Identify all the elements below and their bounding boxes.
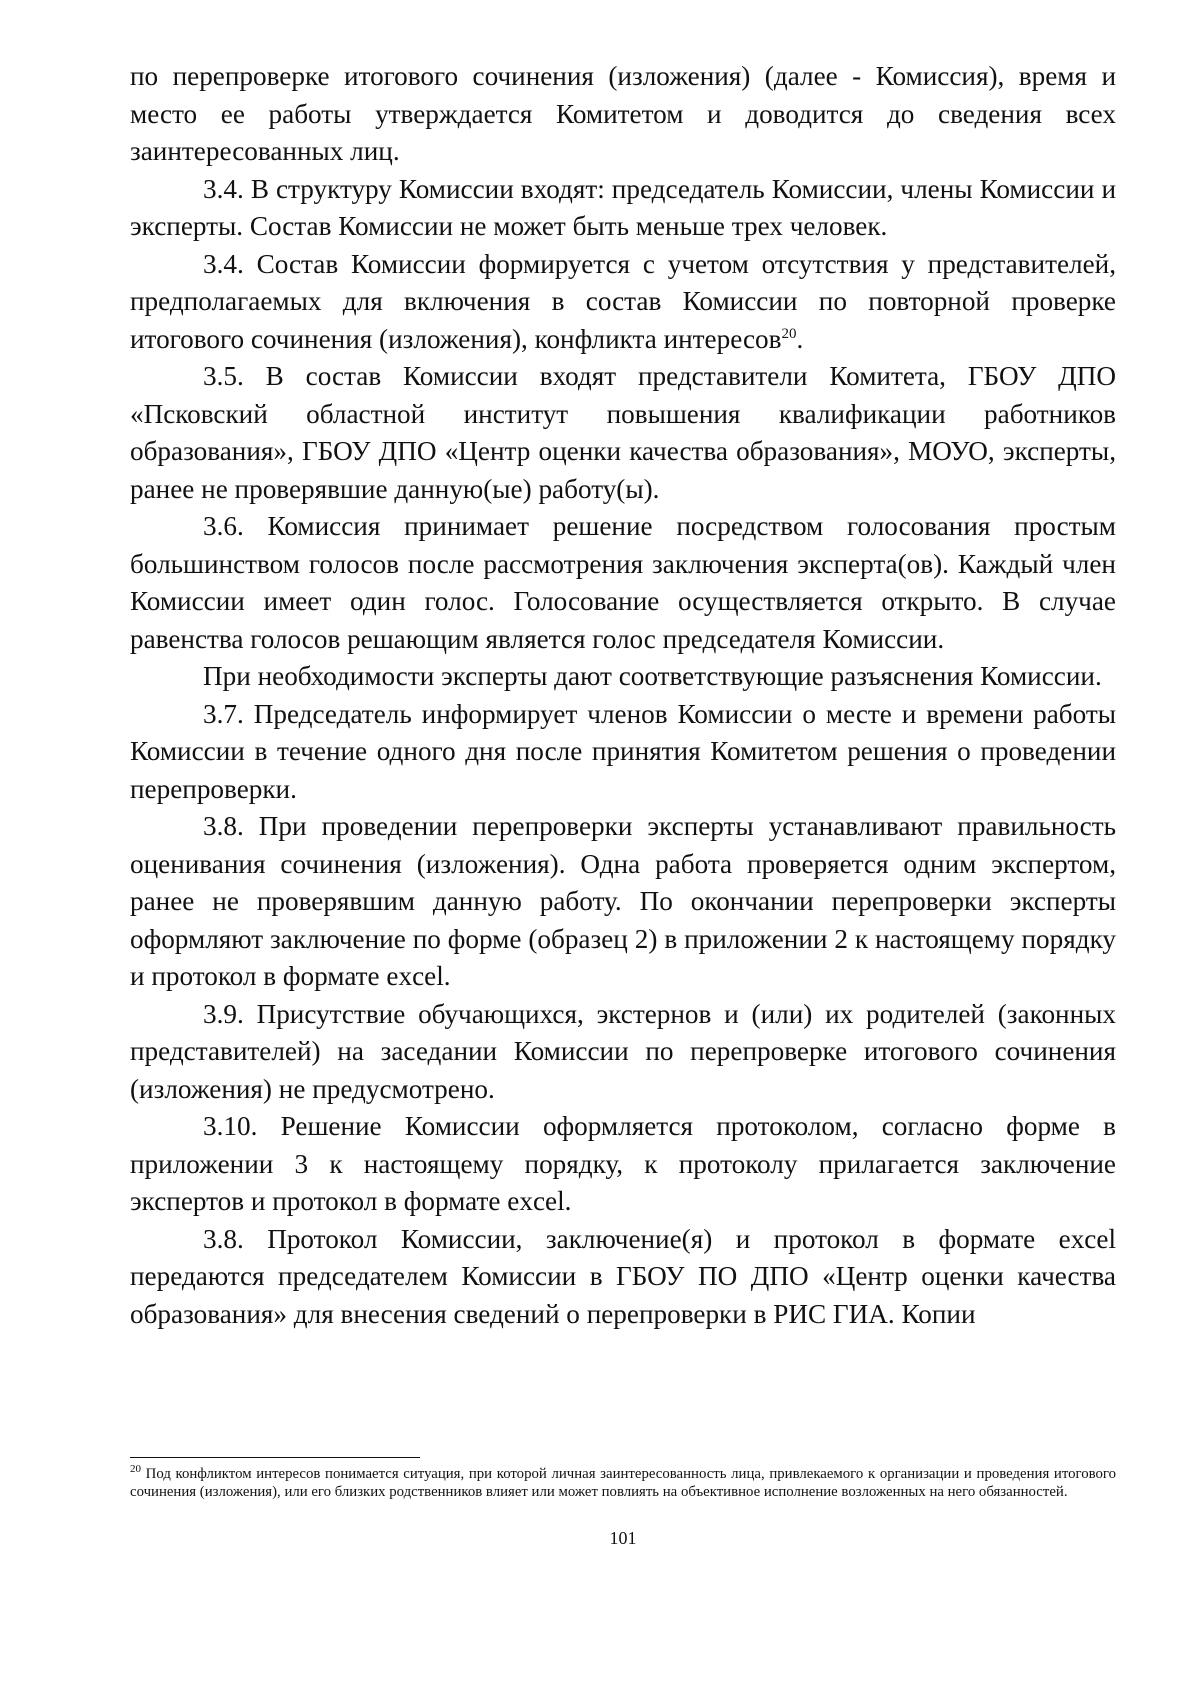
paragraph-3-9: 3.9. Присутствие обучающихся, экстернов и (или) их родителей (законных представителей) на заседании Комиссии по перепроверке итогового сочинения (изложения) не предусмотрено. (130, 998, 1116, 1104)
page-number: 101 (609, 1528, 637, 1548)
paragraph-3-4-composition (130, 246, 1116, 359)
paragraph-3-6: 3.6. Комиссия принимает решение посредством голосования простым большинством голосов после рассмотрения заключения эксперта(ов). Каждый член Комиссии имеет один голос. Голосование осуществляется открыто. В случае равенства голосов решающим является голос председателя Комиссии. (130, 511, 1116, 654)
paragraph-3-5: 3.5. В состав Комиссии входят представители Комитета, ГБОУ ДПО «Псковский областной институт повышения квалификации работников образования», ГБОУ ДПО «Центр оценки качества образования», МОУО, эксперты, ранее не проверявшие данную(ые) работу(ы). (130, 361, 1116, 504)
paragraph-3-10: 3.10. Решение Комиссии оформляется протоколом, согласно форме в приложении 3 к настоящему порядку, к протоколу прилагается заключение экспертов и протокол в формате excel. (130, 1111, 1116, 1216)
footnote-separator (130, 1457, 420, 1458)
paragraph-3-4-composition-text: 3.4. Состав Комиссии формируется с учетом отсутствия у представителей, предполагаемых для включения в состав Комиссии по повторной проверке итогового сочинения (изложения), конфликта интересов (130, 248, 1116, 354)
document-body (130, 58, 1116, 1333)
footnote-marker: 20 (130, 1463, 141, 1476)
footnote-text: Под конфликтом интересов понимается ситуация, при которой личная заинтересованность лица, привлекаемого к организации и проведения итогового сочинения (изложения), или его близких родственников влияет или может повлиять на объективное исполнение возложенных на него обязанностей. (130, 1466, 1116, 1500)
footnote (130, 1465, 1116, 1501)
paragraph-3-8-recheck: 3.8. При проведении перепроверки эксперты устанавливают правильность оценивания сочинения (изложения). Одна работа проверяется одним экспертом, ранее не проверявшим данную работу. По окончании перепроверки эксперты оформляют заключение по форме (образец 2) в приложении 2 к настоящему порядку и протокол в формате excel. (130, 811, 1116, 991)
paragraph-continuation: по перепроверке итогового сочинения (изложения) (далее - Комиссия), время и место ее работы утверждается Комитетом и доводится до сведения всех заинтересованных лиц. (130, 61, 1116, 166)
paragraph-experts-explanations: При необходимости эксперты дают соответствующие разъяснения Комиссии. (203, 661, 1102, 691)
paragraph-3-8-protocol: 3.8. Протокол Комиссии, заключение(я) и протокол в формате excel передаются председателем Комиссии в ГБОУ ПО ДПО «Центр оценки качества образования» для внесения сведений о перепроверки в РИС ГИА. Копии (130, 1223, 1116, 1329)
paragraph-3-7: 3.7. Председатель информирует членов Комиссии о месте и времени работы Комиссии в течение одного дня после принятия Комитетом решения о проведении перепроверки. (130, 698, 1116, 804)
paragraph-3-4-composition-tail: . (796, 323, 804, 354)
footnote-reference[interactable]: 20 (781, 325, 797, 342)
paragraph-3-4-structure: 3.4. В структуру Комиссии входят: председатель Комиссии, члены Комиссии и эксперты. Состав Комиссии не может быть меньше трех человек. (130, 173, 1116, 241)
